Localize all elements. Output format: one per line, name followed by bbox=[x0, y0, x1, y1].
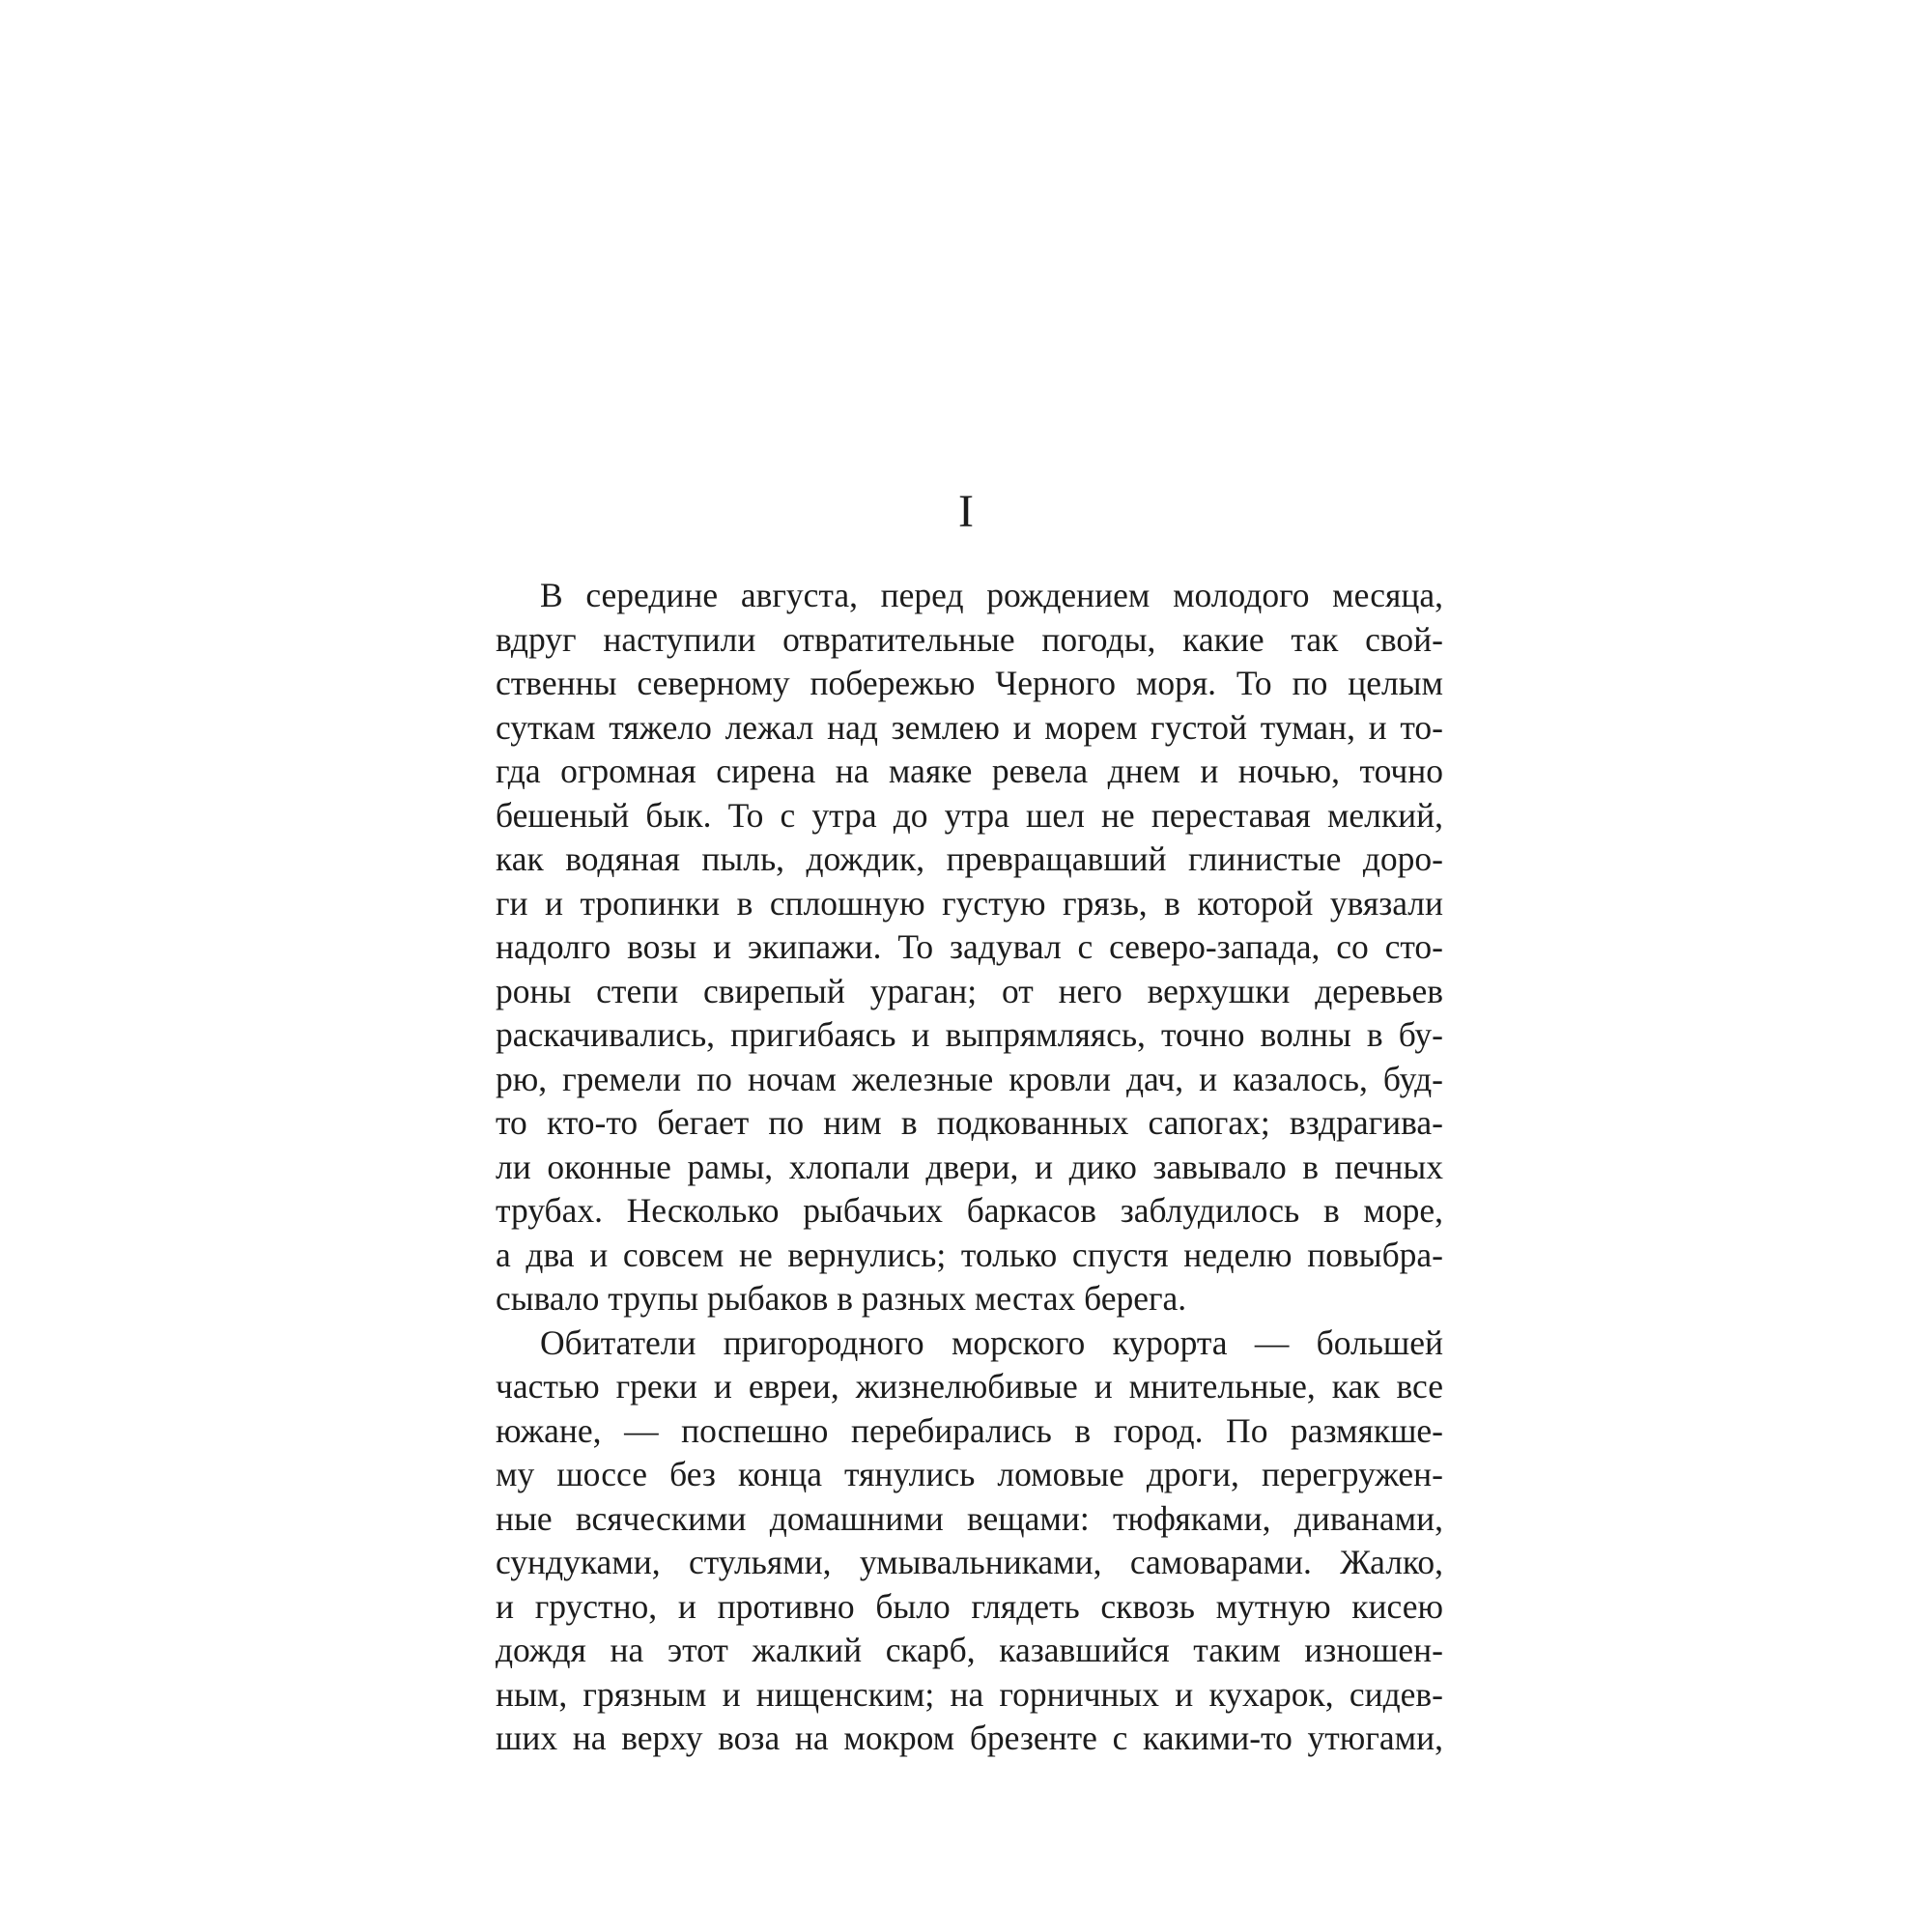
paragraph-1 bbox=[496, 574, 1443, 1321]
text-line: и грустно, и противно было глядеть сквозь мутную кисею bbox=[496, 1586, 1443, 1626]
text-line: бешеный бык. То с утра до утра шел не переставая мелкий, bbox=[496, 795, 1443, 835]
text-line: трубах. Несколько рыбачьих баркасов заблудилось в море, bbox=[496, 1191, 1443, 1230]
text-line: Обитатели пригородного морского курорта — большей bbox=[540, 1322, 1443, 1362]
text-line: рю, гремели по ночам железные кровли дач, и казалось, буд- bbox=[496, 1059, 1443, 1098]
text-line: сывало трупы рыбаков в разных местах берега. bbox=[496, 1279, 1187, 1318]
text-line: ственны северному побережью Черного моря. То по целым bbox=[496, 664, 1443, 702]
text-line: ные всяческими домашними вещами: тюфяками, диванами, bbox=[496, 1498, 1443, 1538]
chapter-number: I bbox=[958, 486, 974, 537]
text-line: сундуками, стульями, умывальниками, самоварами. Жалко, bbox=[496, 1543, 1443, 1581]
text-line: раскачивались, пригибаясь и выпрямляясь, точно волны в бу- bbox=[496, 1015, 1443, 1054]
text-line: вдруг наступили отвратительные погоды, какие так свой- bbox=[496, 619, 1443, 659]
body-text bbox=[496, 574, 1443, 1761]
text-line: дождя на этот жалкий скарб, казавшийся таким изношен- bbox=[496, 1631, 1443, 1669]
text-line: а два и совсем не вернулись; только спустя неделю повыбра- bbox=[496, 1235, 1443, 1274]
text-line: ным, грязным и нищенским; на горничных и кухарок, сидев- bbox=[496, 1674, 1443, 1714]
text-line: южане, — поспешно перебирались в город. По размякше- bbox=[496, 1410, 1443, 1450]
text-line: В середине августа, перед рождением молодого месяца, bbox=[540, 576, 1443, 614]
text-line: роны степи свирепый ураган; от него верхушки деревьев bbox=[496, 971, 1443, 1010]
text-line: ших на верху воза на мокром брезенте с какими-то утюгами, bbox=[496, 1719, 1443, 1757]
text-line: как водяная пыль, дождик, превращавший глинистые доро- bbox=[496, 839, 1443, 878]
text-line: надолго возы и экипажи. То задувал с северо-запада, со сто- bbox=[496, 927, 1443, 966]
text-line: гда огромная сирена на маяке ревела днем и ночью, точно bbox=[496, 752, 1443, 790]
text-line: частью греки и евреи, жизнелюбивые и мнительные, как все bbox=[496, 1367, 1443, 1406]
paragraph-2 bbox=[496, 1321, 1443, 1761]
text-line: ли оконные рамы, хлопали двери, и дико завывало в печных bbox=[496, 1147, 1443, 1186]
text-line: му шоссе без конца тянулись ломовые дроги, перегружен- bbox=[496, 1455, 1443, 1493]
text-line: то кто-то бегает по ним в подкованных сапогах; вздрагива- bbox=[496, 1103, 1443, 1142]
text-line: суткам тяжело лежал над землею и морем густой туман, и то- bbox=[496, 707, 1443, 747]
text-line: ги и тропинки в сплошную густую грязь, в которой увязали bbox=[496, 883, 1443, 923]
